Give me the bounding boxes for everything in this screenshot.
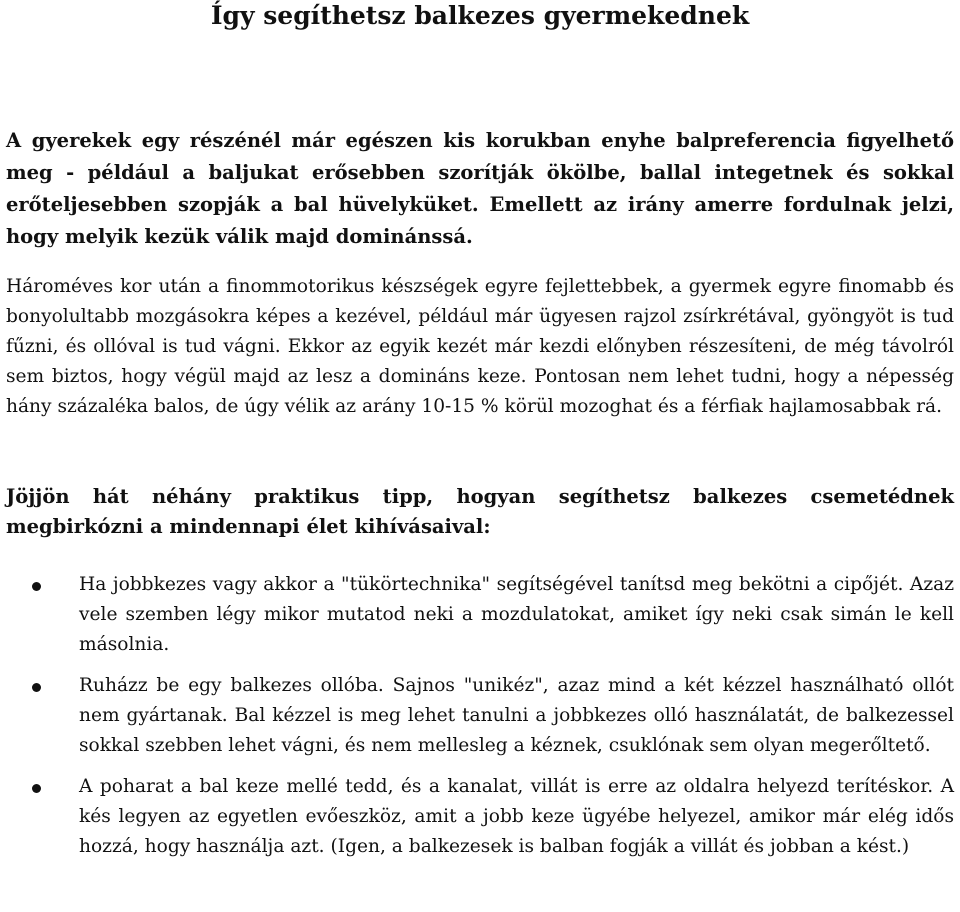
tip-text: A poharat a bal keze mellé tedd, és a kanalat, villát is erre az oldalra helyezd terítéskor. A kés legyen az egyetlen evőeszköz, amit a jobb keze ügyébe helyezel, amikor már elég idős hozzá, hogy használja azt. (Igen, a balkezesek is balban fogják a villát és jobban a kést.) — [79, 776, 954, 857]
list-item — [6, 570, 954, 660]
body-paragraph: Hároméves kor után a finommotorikus készségek egyre fejlettebbek, a gyermek egyre finomabb és bonyolultabb mozgásokra képes a kezével, például már ügyesen rajzol zsírkrétával, gyöngyöt is tud fűzni, és ollóval is tud vágni. Ekkor az egyik kezét már kezdi előnyben részesíteni, de még távolról sem biztos, hogy végül majd az lesz a domináns keze. Pontosan nem lehet tudni, hogy a népesség hány százaléka balos, de úgy vélik az arány 10-15 % körül mozoghat és a férfiak hajlamosabbak rá. — [6, 276, 954, 417]
list-item — [6, 772, 954, 862]
bullet-icon — [32, 582, 41, 591]
document-page — [6, 0, 954, 857]
intro-paragraph: A gyerekek egy részénél már egészen kis korukban enyhe balpreferencia figyelhető meg - például a baljukat erősebben szorítják ökölbe, ballal integetnek és sokkal erőteljesebben szopják a bal hüvelyküket. Emellett az irány amerre fordulnak jelzi, hogy melyik kezük válik majd dominánssá. — [6, 129, 954, 248]
tips-list — [6, 570, 954, 873]
tip-text: Ruházz be egy balkezes ollóba. Sajnos "unikéz", azaz mind a két kézzel használható ollót nem gyártanak. Bal kézzel is meg lehet tanulni a jobbkezes olló használatát, de balkezessel sokkal szebben lehet vágni, és nem mellesleg a kéznek, csuklónak sem olyan megerőltető. — [79, 675, 954, 756]
bullet-icon — [32, 784, 41, 793]
document-title: Így segíthetsz balkezes gyermekednek — [210, 1, 750, 30]
bullet-icon — [32, 683, 41, 692]
tip-text: Ha jobbkezes vagy akkor a "tükörtechnika" segítségével tanítsd meg bekötni a cipőjét. Azaz vele szemben légy mikor mutatod neki a mozdulatokat, amiket így neki csak simán le kell másolnia. — [79, 574, 954, 655]
list-item — [6, 671, 954, 761]
tips-heading: Jöjjön hát néhány praktikus tipp, hogyan segíthetsz balkezes csemetédnek megbirkózni a mindennapi élet kihívásaival: — [6, 485, 954, 538]
